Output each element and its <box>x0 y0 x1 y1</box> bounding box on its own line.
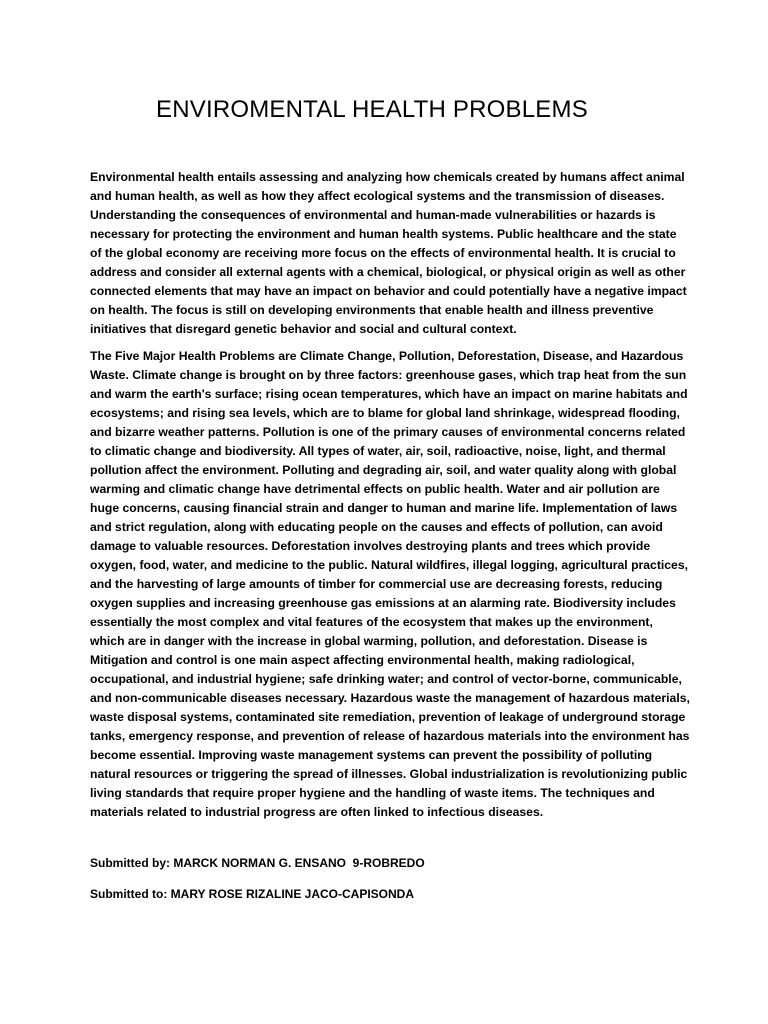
paragraph-major-problems: The Five Major Health Problems are Climate Change, Pollution, Deforestation, Disease, and Hazardous Waste. Climate change is brought on by three factors: greenhouse gases, which trap heat from the sun and warm the earth's surface; rising ocean temperatures, which have an impact on marine habitats and ecosystems; and rising sea levels, which are to blame for global land shrinkage, widespread flooding, and bizarre weather patterns. Pollution is one of the primary causes of environmental concerns related to climatic change and biodiversity. All types of water, air, soil, radioactive, noise, light, and thermal pollution affect the environment. Polluting and degrading air, soil, and water quality along with global warming and climatic change have detrimental effects on public health. Water and air pollution are huge concerns, causing financial strain and danger to human and marine life. Implementation of laws and strict regulation, along with educating people on the causes and effects of pollution, can avoid damage to valuable resources. Deforestation involves destroying plants and trees which provide oxygen, food, water, and medicine to the public. Natural wildfires, illegal logging, agricultural practices, and the harvesting of large amounts of timber for commercial use are decreasing forests, reducing oxygen supplies and increasing greenhouse gas emissions at an alarming rate. Biodiversity includes essentially the most complex and vital features of the ecosystem that makes up the environment, which are in danger with the increase in global warming, pollution, and deforestation. Disease is Mitigation and control is one main aspect affecting environmental health, making radiological, occupational, and industrial hygiene; safe drinking water; and control of vector-borne, communicable, and non-communicable diseases necessary. Hazardous waste the management of hazardous materials, waste disposal systems, contaminated site remediation, prevention of leakage of underground storage tanks, emergency response, and prevention of release of hazardous materials into the environment has become essential. Improving waste management systems can prevent the possibility of polluting natural resources or triggering the spread of illnesses. Global industrialization is revolutionizing public living standards that require proper hygiene and the handling of waste items. The techniques and materials related to industrial progress are often linked to infectious diseases. <box>90 349 690 819</box>
submitted-by: Submitted by: MARCK NORMAN G. ENSANO 9-ROBREDO <box>90 856 425 870</box>
document-title: ENVIROMENTAL HEALTH PROBLEMS <box>156 96 588 123</box>
submitted-to: Submitted to: MARY ROSE RIZALINE JACO-CAPISONDA <box>90 887 415 901</box>
paragraph-introduction: Environmental health entails assessing and analyzing how chemicals created by humans affect animal and human health, as well as how they affect ecological systems and the transmission of diseases. Understanding the consequences of environmental and human-made vulnerabilities or hazards is necessary for protecting the environment and human health systems. Public healthcare and the state of the global economy are receiving more focus on the effects of environmental health. It is crucial to address and consider all external agents with a chemical, biological, or physical origin as well as other connected elements that may have an impact on behavior and could potentially have a negative impact on health. The focus is still on developing environments that enable health and illness preventive initiatives that disregard genetic behavior and social and cultural context. <box>90 170 687 336</box>
document-body <box>90 168 690 830</box>
